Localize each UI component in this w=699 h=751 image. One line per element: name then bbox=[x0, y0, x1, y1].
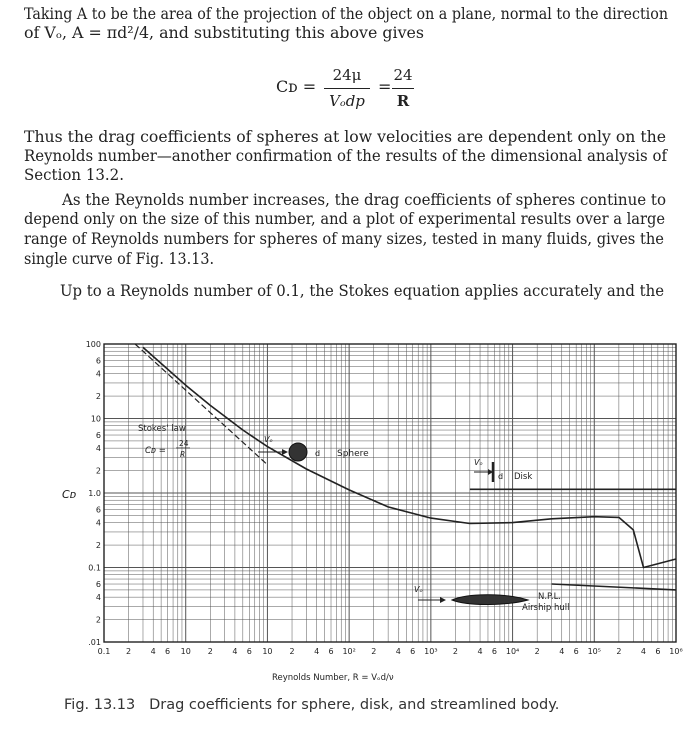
x-tick-label: 2 bbox=[534, 647, 540, 656]
x-tick-labels bbox=[98, 647, 683, 656]
x-axis-label: Reynolds Number, R = Vₒd/ν bbox=[272, 673, 394, 683]
x-tick-label: 2 bbox=[452, 647, 459, 656]
x-tick-label: 10⁴ bbox=[505, 647, 520, 656]
x-tick-label: 2 bbox=[207, 647, 213, 656]
x-tick-label: 2 bbox=[126, 647, 132, 656]
x-tick-label: 10 bbox=[180, 647, 191, 656]
para4-line-1: Up to a Reynolds number of 0.1, the Stokes equation applies accurately and the bbox=[60, 282, 664, 300]
airship-label-2: Airship hull bbox=[522, 603, 570, 613]
airship-label-1: N.P.L. bbox=[538, 592, 562, 602]
y-tick-label: .01 bbox=[88, 638, 101, 647]
y-tick-label: 6 bbox=[95, 431, 101, 441]
x-tick-label: 6 bbox=[573, 647, 579, 656]
x-tick-label: 0.1 bbox=[97, 647, 111, 656]
text-line-1: Taking A to be the area of the projection of the object on a plane, normal to the direction bbox=[24, 5, 668, 23]
y-tick-label: 6 bbox=[95, 505, 101, 515]
sphere-label: Sphere bbox=[337, 449, 369, 459]
x-tick-label: 4 bbox=[232, 647, 238, 656]
x-tick-label: 4 bbox=[395, 647, 401, 656]
eq-equals: = bbox=[378, 77, 392, 96]
para3-line-3: range of Reynolds numbers for spheres of many sizes, tested in many fluids, gives the bbox=[24, 230, 664, 248]
x-tick-label: 2 bbox=[616, 647, 622, 656]
x-tick-label: 4 bbox=[477, 647, 483, 656]
sphere-flow-arrowhead bbox=[282, 449, 288, 455]
x-tick-label: 10³ bbox=[424, 647, 438, 656]
eq-fraction-bar-2 bbox=[392, 88, 414, 89]
x-tick-label: 6 bbox=[246, 647, 252, 656]
eq-lhs: Cᴅ = bbox=[276, 77, 317, 96]
x-tick-label: 4 bbox=[314, 647, 320, 656]
para2-line-2: Reynolds number—another confirmation of the results of the dimensional analysis of bbox=[24, 147, 667, 165]
y-tick-label: 2 bbox=[95, 541, 101, 551]
y-tick-label: 0.1 bbox=[88, 563, 101, 573]
y-tick-label: 6 bbox=[95, 356, 101, 366]
eq-fraction-bar-1 bbox=[324, 88, 370, 89]
x-tick-label: 4 bbox=[559, 647, 565, 656]
x-tick-label: 4 bbox=[640, 647, 647, 656]
stokes-formula-lhs: Cᴅ = bbox=[145, 446, 166, 456]
x-tick-label: 10⁵ bbox=[587, 647, 601, 656]
text-line-2: of Vₒ, A = πd²/4, and substituting this above gives bbox=[24, 24, 424, 42]
eq-denominator-2: R bbox=[396, 92, 410, 110]
y-axis-label: Cᴅ bbox=[62, 488, 77, 501]
drag-coefficient-chart bbox=[0, 330, 699, 730]
para3-line-2: depend only on the size of this number, and a plot of experimental results over a large bbox=[24, 210, 665, 228]
x-tick-label: 2 bbox=[289, 647, 295, 656]
eq-numerator-2: 24 bbox=[393, 66, 413, 84]
x-tick-label: 10² bbox=[342, 647, 356, 656]
x-tick-label: 10⁶ bbox=[669, 647, 683, 656]
x-tick-label: 6 bbox=[328, 647, 334, 656]
airship-hull-curve bbox=[552, 584, 676, 590]
x-tick-label: 6 bbox=[410, 647, 416, 656]
x-tick-label: 4 bbox=[150, 647, 156, 656]
para3-line-4: single curve of Fig. 13.13. bbox=[24, 250, 214, 268]
x-tick-label: 10 bbox=[262, 647, 273, 656]
sphere-d-label: d bbox=[315, 449, 321, 458]
caption-text: Drag coefficients for sphere, disk, and streamlined body. bbox=[149, 697, 560, 713]
stokes-formula-num: 24 bbox=[179, 439, 189, 448]
y-tick-label: 100 bbox=[85, 340, 101, 349]
y-tick-label: 4 bbox=[95, 593, 101, 603]
y-tick-label: 10 bbox=[90, 414, 101, 424]
y-tick-label: 1.0 bbox=[88, 489, 101, 498]
disk-label: Disk bbox=[514, 472, 533, 482]
x-tick-label: 2 bbox=[371, 647, 377, 656]
y-tick-label: 2 bbox=[95, 392, 101, 402]
y-tick-label: 4 bbox=[95, 369, 101, 379]
y-tick-label: 4 bbox=[95, 444, 101, 454]
stokes-law-label: Stokes' law bbox=[138, 424, 186, 434]
y-tick-label: 2 bbox=[95, 615, 101, 625]
airship-v-label: Vₒ bbox=[414, 585, 423, 594]
x-tick-label: 6 bbox=[655, 647, 661, 656]
stokes-formula-den: R bbox=[180, 450, 186, 459]
x-tick-label: 6 bbox=[491, 647, 497, 656]
y-tick-label: 2 bbox=[95, 466, 101, 476]
eq-numerator-1: 24μ bbox=[332, 66, 362, 84]
caption-label: Fig. 13.13 bbox=[64, 697, 136, 713]
disk-v-label: Vₒ bbox=[474, 458, 483, 467]
sphere-v-label: Vₒ bbox=[264, 435, 273, 444]
y-tick-label: 6 bbox=[95, 580, 101, 590]
para2-line-1: Thus the drag coefficients of spheres at low velocities are dependent only on the bbox=[24, 128, 666, 146]
figure-caption bbox=[64, 697, 559, 713]
para2-line-3: Section 13.2. bbox=[24, 166, 124, 184]
x-tick-label: 6 bbox=[165, 647, 171, 656]
airship-flow-arrowhead bbox=[440, 597, 446, 603]
y-tick-label: 4 bbox=[95, 518, 101, 528]
disk-d-label: d bbox=[498, 472, 504, 481]
y-tick-labels bbox=[86, 340, 101, 647]
sphere-shape bbox=[289, 443, 307, 461]
airship-hull-shape bbox=[452, 595, 528, 605]
para3-line-1: As the Reynolds number increases, the drag coefficients of spheres continue to bbox=[62, 191, 666, 209]
eq-denominator-1: Vₒdp bbox=[329, 92, 365, 110]
chart-curves bbox=[135, 344, 676, 590]
